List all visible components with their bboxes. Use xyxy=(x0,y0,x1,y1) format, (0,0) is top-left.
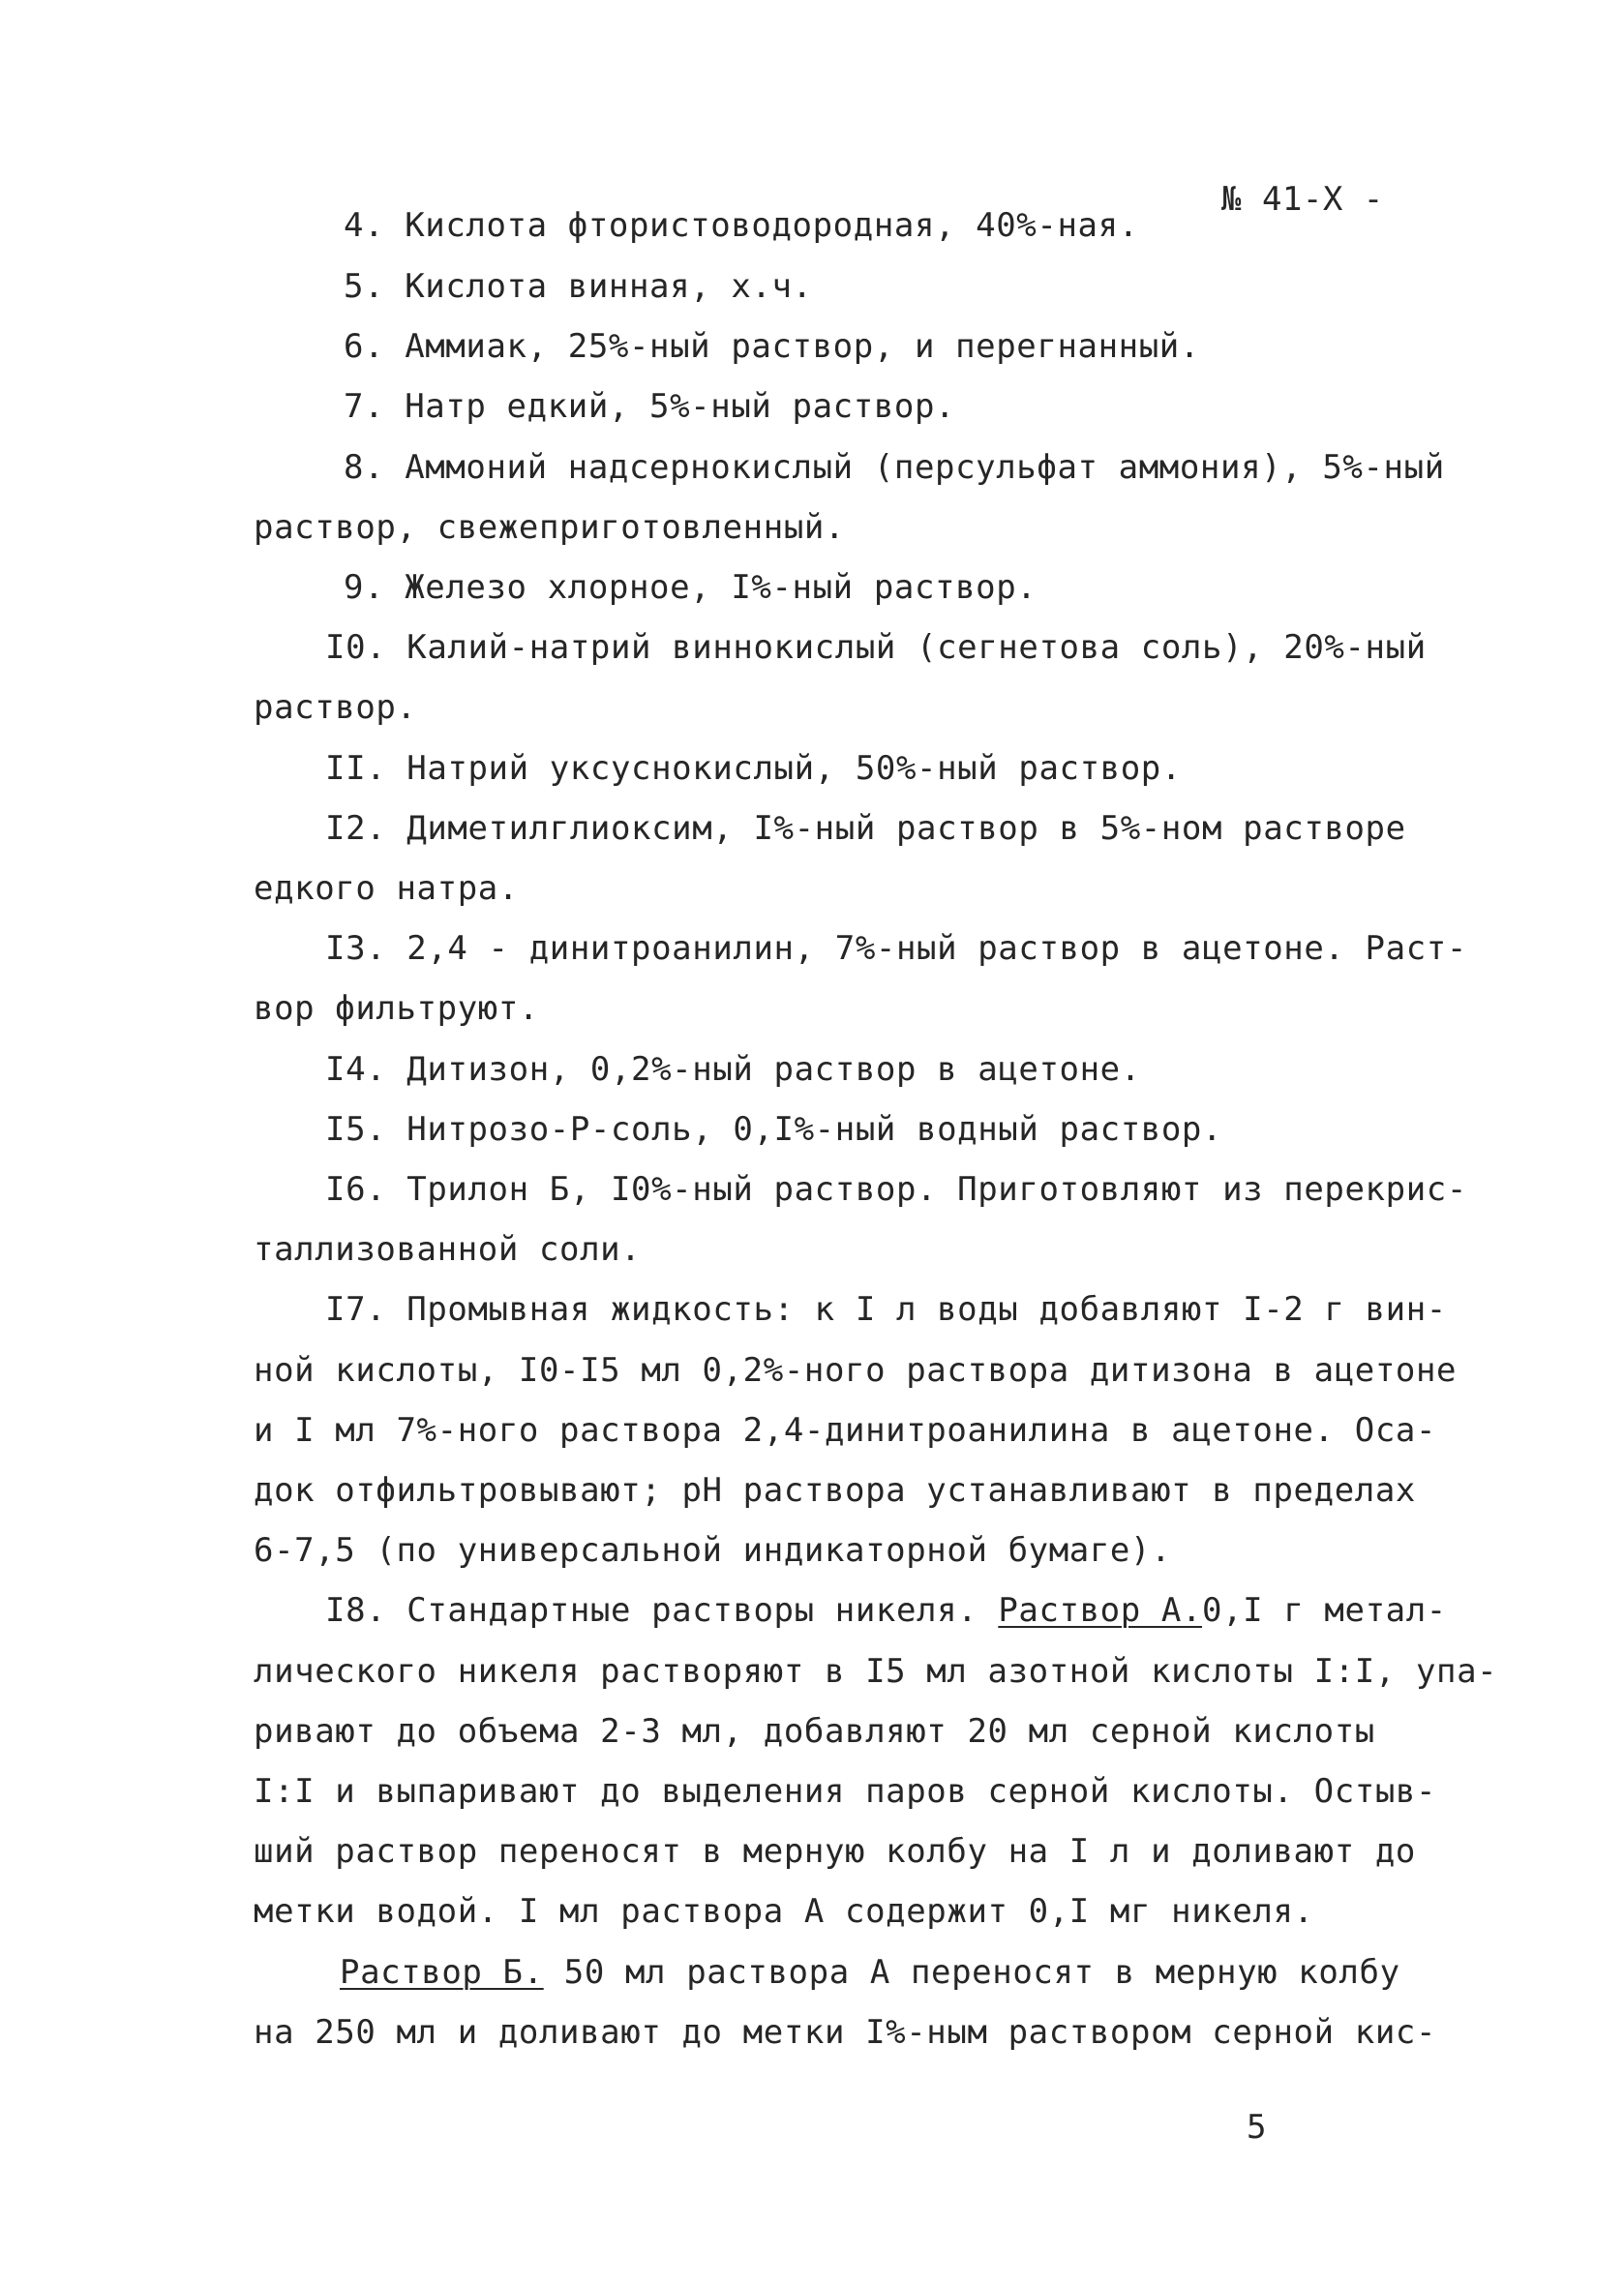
item-7: 7. Натр едкий, 5%-ный раствор. xyxy=(344,387,956,426)
item-18 xyxy=(325,1591,1447,1630)
item-13: I3. 2,4 - динитроанилин, 7%-ный раствор в ацетоне. Раст- xyxy=(325,929,1467,968)
solution-b-line xyxy=(340,1953,1400,1992)
item-13-continuation: вор фильтруют. xyxy=(254,989,539,1028)
solution-b-continuation: на 250 мл и доливают до метки I%-ным раствором серной кис- xyxy=(254,2013,1437,2052)
item-15: I5. Нитрозо-Р-соль, 0,I%-ный водный раствор. xyxy=(325,1110,1223,1149)
item-11: II. Натрий уксуснокислый, 50%-ный раствор. xyxy=(325,749,1182,788)
item-16: I6. Трилон Б, I0%-ный раствор. Приготовляют из перекрис- xyxy=(325,1170,1467,1209)
item-12: I2. Диметилглиоксим, I%-ный раствор в 5%-ном растворе xyxy=(325,809,1406,848)
item-4: 4. Кислота фтористоводородная, 40%-ная. xyxy=(344,206,1139,245)
item-18-intro: I8. Стандартные растворы никеля. xyxy=(325,1591,978,1630)
item-17-line-5: 6-7,5 (по универсальной индикаторной бумаге). xyxy=(254,1531,1172,1570)
item-18-line-6: метки водой. I мл раствора А содержит 0,I мг никеля. xyxy=(254,1892,1314,1931)
item-18-line-4: I:I и выпаривают до выделения паров серной кислоты. Остыв- xyxy=(254,1772,1437,1811)
item-17: I7. Промывная жидкость: к I л воды добавляют I-2 г вин- xyxy=(325,1290,1447,1329)
item-8-continuation: раствор, свежеприготовленный. xyxy=(254,508,846,547)
item-10: I0. Калий-натрий виннокислый (сегнетова соль), 20%-ный xyxy=(325,628,1427,667)
item-6: 6. Аммиак, 25%-ный раствор, и перегнанный. xyxy=(344,327,1200,366)
item-17-line-3: и I мл 7%-ного раствора 2,4-динитроанилина в ацетоне. Оса- xyxy=(254,1411,1437,1450)
item-18-intro-tail: 0,I г метал- xyxy=(1202,1591,1447,1630)
item-16-continuation: таллизованной соли. xyxy=(254,1230,642,1269)
item-10-continuation: раствор. xyxy=(254,688,417,727)
item-18-line-3: ривают до объема 2-3 мл, добавляют 20 мл серной кислоты xyxy=(254,1712,1375,1751)
item-5: 5. Кислота винная, х.ч. xyxy=(344,267,813,306)
item-18-line-2: лического никеля растворяют в I5 мл азотной кислоты I:I, упа- xyxy=(254,1652,1498,1691)
solution-b-heading: Раствор Б. xyxy=(340,1953,544,1992)
solution-a-heading: Раствор А. xyxy=(998,1591,1203,1630)
item-17-line-4: док отфильтровывают; рН раствора устанавливают в пределах xyxy=(254,1471,1416,1510)
item-8: 8. Аммоний надсернокислый (персульфат аммония), 5%-ный xyxy=(344,448,1445,487)
item-18-line-5: ший раствор переносят в мерную колбу на I л и доливают до xyxy=(254,1832,1416,1871)
item-17-line-2: ной кислоты, I0-I5 мл 0,2%-ного раствора дитизона в ацетоне xyxy=(254,1351,1458,1390)
solution-b-text: 50 мл раствора А переносят в мерную колбу xyxy=(563,1953,1400,1992)
document-number: № 41-Х - xyxy=(1221,180,1384,219)
page-number: 5 xyxy=(1247,2108,1267,2147)
item-9: 9. Железо хлорное, I%-ный раствор. xyxy=(344,568,1038,607)
item-12-continuation: едкого натра. xyxy=(254,869,519,908)
item-14: I4. Дитизон, 0,2%-ный раствор в ацетоне. xyxy=(325,1050,1141,1089)
